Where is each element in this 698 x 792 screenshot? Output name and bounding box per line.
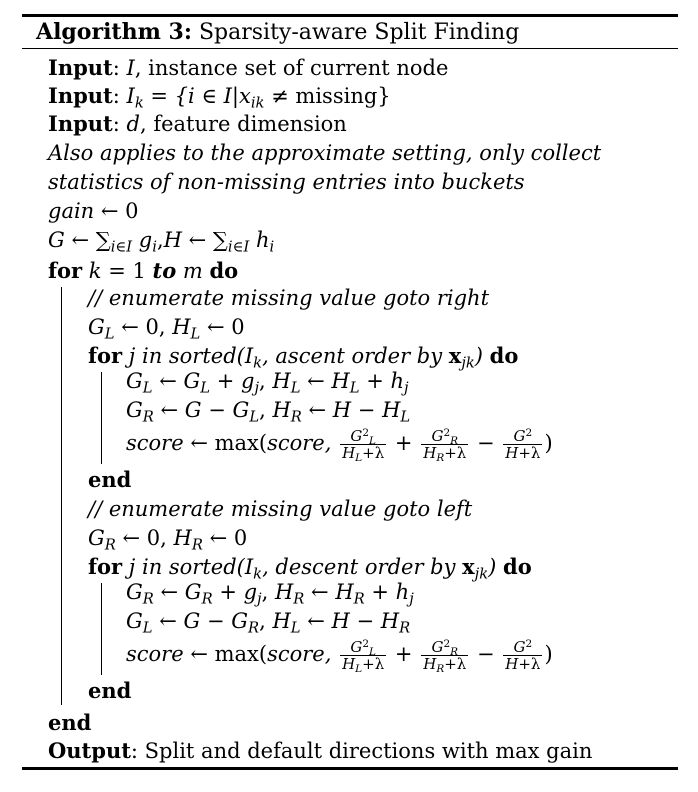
descent-score-update: score ← max(score, $\frac{G^2_L}{H_L+\lambda}$ + $\frac{G^2_R}{H_R+\lambda}$ − $\frac{G^2}{H+\lambda}$ ) [126, 637, 553, 676]
output-line: Output: Split and default directions with max gain [48, 738, 593, 763]
for-k-loop: for k = 1 to m do [48, 258, 239, 283]
init-G-H: G ← $\sum_{i\in I}$ $g_i,H$ ← $\sum_{i\in I}$ $h_i$ [48, 228, 275, 256]
approx-note-line1: Also applies to the approximate setting, only collect [48, 141, 602, 165]
algorithm-label: Algorithm 3: [36, 19, 192, 45]
outer-loop-bar [61, 287, 62, 705]
frac-G-2: $\frac{G^2}{H+\lambda}$ [505, 637, 541, 673]
init-gain: gain ← 0 [48, 199, 139, 223]
ascent-update-GR-HR: $G_R$ ← $G - G_L$, $H_R$ ← $H - H_L$ [126, 398, 411, 426]
descent-loop-bar [101, 583, 102, 675]
ascent-update-GL-HL: $G_L$ ← $G_L + g_j$, $H_L$ ← $H_L + h_j$ [126, 369, 409, 397]
algorithm-title [36, 17, 519, 48]
descent-update-GL-HL: $G_L$ ← $G - G_R$, $H_L$ ← $H - H_R$ [126, 609, 411, 637]
reset-GL-HL: $G_L$ ← 0, $H_L$ ← 0 [88, 315, 245, 343]
end-descent: end [88, 678, 132, 703]
for-descent-loop: for j in $sorted(I_k$, descent order by $x_{jk}$) do [88, 554, 532, 583]
ascent-loop-bar [101, 372, 102, 464]
bottom-rule [22, 767, 678, 770]
input-feature-dimension: Input: d, feature dimension [48, 111, 347, 136]
end-outer: end [48, 710, 92, 735]
ascent-score-update: score ← max(score, $\frac{G^2_L}{H_L+\lambda}$ + $\frac{G^2_R}{H_R+\lambda}$ − $\frac{G^2}{H+\lambda}$ ) [126, 426, 553, 465]
frac-GL: $\frac{G^2_L}{H_L+\lambda}$ [342, 426, 385, 465]
approx-note-line2: statistics of non-missing entries into buckets [48, 170, 525, 194]
end-ascent: end [88, 467, 132, 492]
input-nonmissing-set: Input: $I_k = \{i$ ∈ $I|x_{ik} \ne missing$} [48, 83, 391, 112]
algorithm-name: Sparsity-aware Split Finding [198, 20, 520, 45]
descent-update-GR-HR: $G_R$ ← $G_R + g_j$, $H_R$ ← $H_R + h_j$ [126, 580, 414, 608]
title-rule [22, 48, 678, 49]
for-ascent-loop: for j in $sorted(I_k$, ascent order by $x_{jk}$) do [88, 343, 519, 372]
reset-GR-HR: $G_R$ ← 0, $H_R$ ← 0 [88, 526, 248, 554]
input-instance-set: Input: I, instance set of current node [48, 55, 449, 80]
frac-GR-2: $\frac{G^2_R}{H_R+\lambda}$ [423, 637, 467, 676]
frac-G: $\frac{G^2}{H+\lambda}$ [505, 426, 541, 462]
comment-goto-left: // enumerate missing value goto left [88, 497, 473, 521]
frac-GL-2: $\frac{G^2_L}{H_L+\lambda}$ [342, 637, 385, 676]
comment-goto-right: // enumerate missing value goto right [88, 286, 490, 310]
frac-GR: $\frac{G^2_R}{H_R+\lambda}$ [423, 426, 467, 465]
